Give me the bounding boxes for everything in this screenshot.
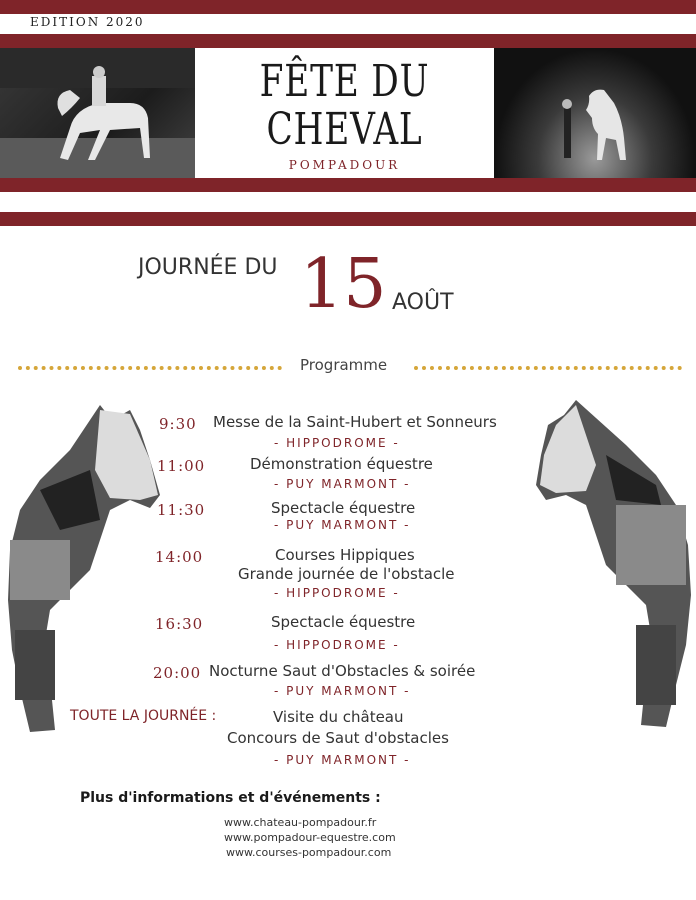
schedule-event-line2: Grande journée de l'obstacle xyxy=(238,565,455,583)
lower-band xyxy=(0,212,696,226)
subtitle: POMPADOUR xyxy=(288,158,401,172)
schedule-event: Spectacle équestre xyxy=(271,499,416,517)
schedule-location: - PUY MARMONT - xyxy=(274,477,411,491)
all-day-event: Visite du château xyxy=(273,708,404,726)
dotted-divider-right xyxy=(414,366,682,370)
all-day-event-line2: Concours de Saut d'obstacles xyxy=(227,729,449,747)
rearing-horse-photo xyxy=(494,48,696,178)
date-prefix: JOURNÉE DU xyxy=(138,255,278,280)
schedule-time: 11:30 xyxy=(157,501,206,519)
all-day-location: - PUY MARMONT - xyxy=(274,753,411,767)
header-photo-right xyxy=(494,48,696,178)
title-line-2: CHEVAL xyxy=(266,104,423,155)
schedule-event: Nocturne Saut d'Obstacles & soirée xyxy=(209,662,476,680)
schedule-location: - HIPPODROME - xyxy=(274,638,400,652)
all-day-label: TOUTE LA JOURNÉE : xyxy=(70,708,217,724)
schedule-event: Messe de la Saint-Hubert et Sonneurs xyxy=(213,413,497,431)
schedule-event: Courses Hippiques xyxy=(275,546,415,564)
edition-label: EDITION 2020 xyxy=(30,15,145,29)
schedule-time: 16:30 xyxy=(155,615,204,633)
website-link[interactable]: www.chateau-pompadour.fr xyxy=(224,816,377,829)
title-box xyxy=(195,48,494,178)
header-band-bottom xyxy=(0,178,696,192)
schedule-time: 11:00 xyxy=(157,457,206,475)
horse-silhouette-right xyxy=(536,395,696,730)
top-band xyxy=(0,0,696,14)
programme-heading: Programme xyxy=(300,356,388,374)
horse-rider-photo xyxy=(0,48,195,178)
schedule-location: - HIPPODROME - xyxy=(274,436,400,450)
website-link[interactable]: www.courses-pompadour.com xyxy=(226,846,392,859)
schedule-time: 14:00 xyxy=(155,548,204,566)
schedule-event: Démonstration équestre xyxy=(250,455,433,473)
info-heading: Plus d'informations et d'événements : xyxy=(80,790,381,806)
schedule-time: 20:00 xyxy=(153,664,202,682)
title-line-1: FÊTE DU xyxy=(259,56,430,107)
date-month: AOÛT xyxy=(392,290,454,315)
schedule-location: - PUY MARMONT - xyxy=(274,518,411,532)
dotted-divider-left xyxy=(18,366,282,370)
horse-silhouette-left xyxy=(0,400,165,740)
schedule-location: - PUY MARMONT - xyxy=(274,684,411,698)
header-photo-left xyxy=(0,48,195,178)
schedule-time: 9:30 xyxy=(159,415,197,433)
schedule-event: Spectacle équestre xyxy=(271,613,416,631)
website-link[interactable]: www.pompadour-equestre.com xyxy=(224,831,396,844)
date-day: 15 xyxy=(300,245,387,324)
schedule-location: - HIPPODROME - xyxy=(274,586,400,600)
header-band xyxy=(0,34,696,48)
